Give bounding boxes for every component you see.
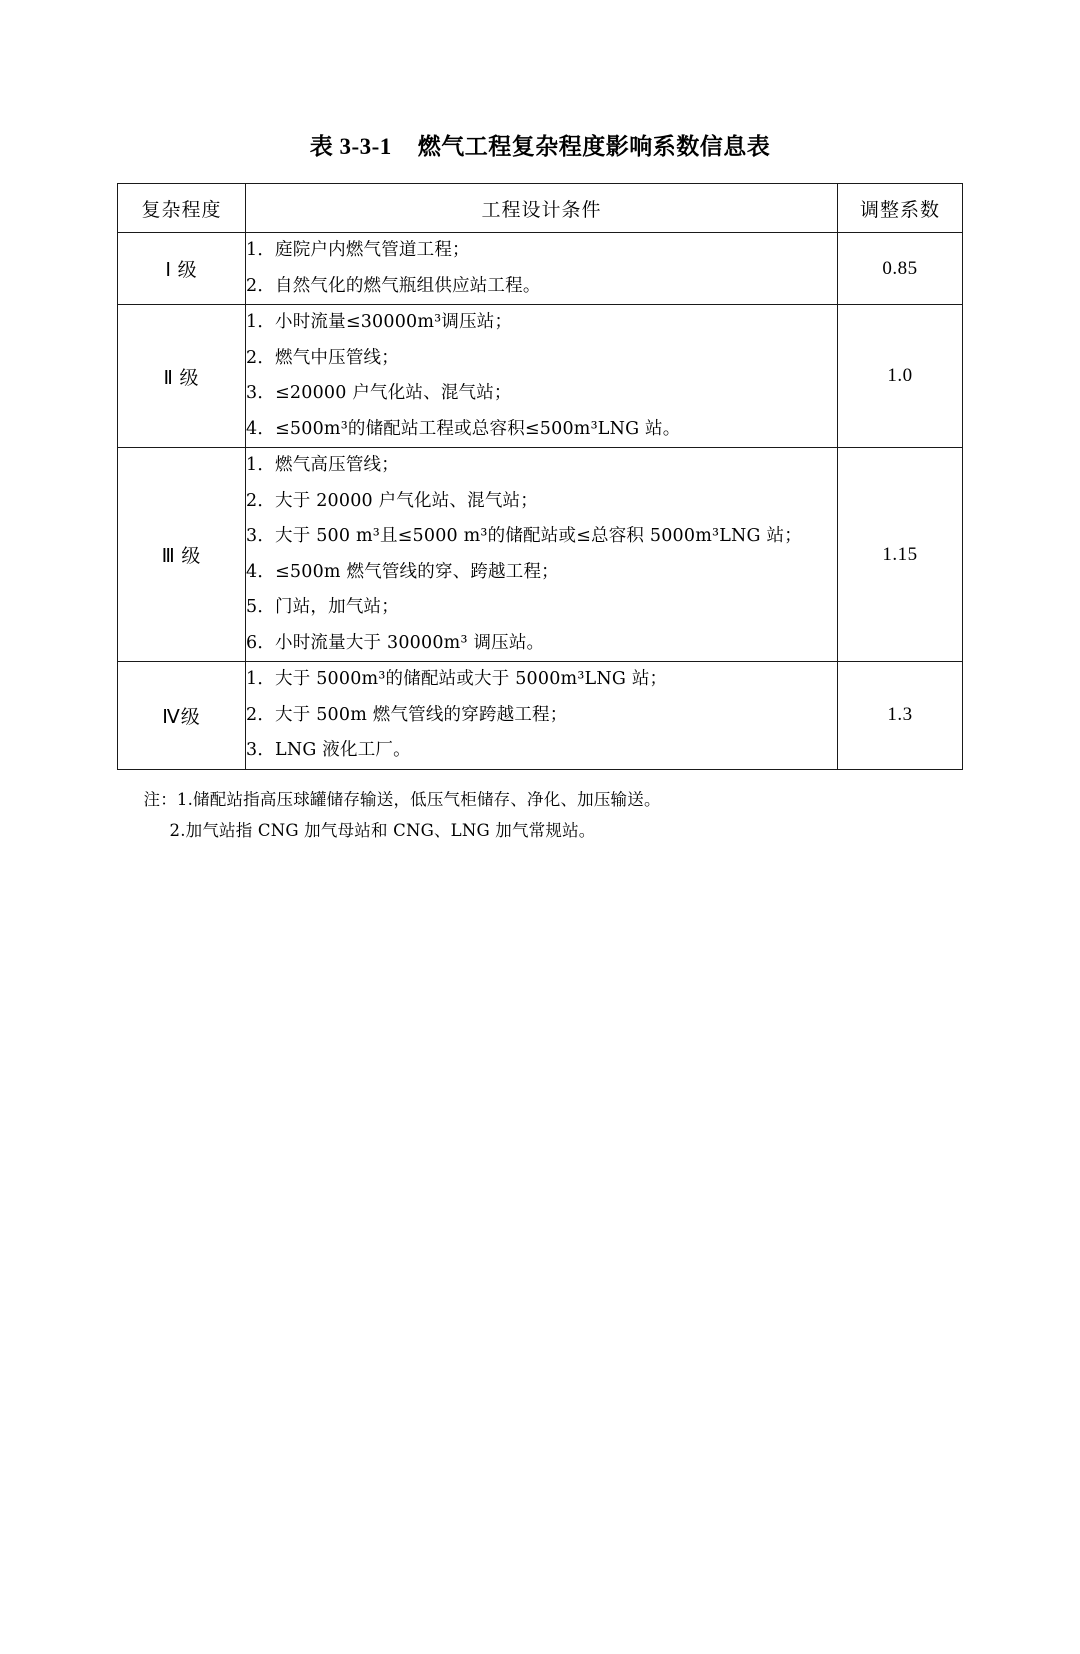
condition-item: 3．大于 500 m³且≤5000 m³的储配站或≤总容积 5000m³LNG 站； (246, 526, 802, 546)
condition-item: 2．大于 500m 燃气管线的穿跨越工程； (246, 704, 568, 725)
condition-item: 2．自然气化的燃气瓶组供应站工程。 (246, 275, 541, 296)
condition-item: 4．≤500m 燃气管线的穿、跨越工程； (246, 561, 559, 582)
condition-item: 3．LNG 液化工厂。 (246, 740, 411, 760)
table-row (118, 233, 963, 305)
document-page (0, 128, 1080, 1654)
header-coefficient: 调整系数 (838, 184, 963, 233)
conditions-cell (246, 662, 838, 770)
condition-item: 1．燃气高压管线； (246, 455, 399, 475)
condition-item: 2．燃气中压管线； (246, 347, 399, 368)
table-header-row (118, 184, 963, 233)
condition-item: 5．门站，加气站； (246, 597, 399, 617)
conditions-cell (246, 305, 838, 448)
coefficient-value: 1.0 (838, 305, 963, 448)
condition-item: 3．≤20000 户气化站、混气站； (246, 383, 512, 403)
note-line-1: 注：1.储配站指高压球罐储存输送，低压气柜储存、净化、加压输送。 (143, 789, 661, 809)
coefficient-table (117, 183, 963, 770)
condition-item: 1．大于 5000m³的储配站或大于 5000m³LNG 站； (246, 669, 668, 689)
header-complexity: 复杂程度 (118, 184, 246, 233)
title-number: 表 3-3-1 (309, 134, 392, 159)
level-label: Ⅰ 级 (118, 233, 246, 305)
page-title (0, 128, 1080, 161)
title-text: 燃气工程复杂程度影响系数信息表 (417, 134, 771, 159)
condition-item: 6．小时流量大于 30000m³ 调压站。 (246, 632, 545, 653)
note-line-2: 2.加气站指 CNG 加气母站和 CNG、LNG 加气常规站。 (169, 820, 596, 840)
condition-item: 4．≤500m³的储配站工程或总容积≤500m³LNG 站。 (246, 418, 681, 439)
condition-item: 1．小时流量≤30000m³调压站； (246, 312, 513, 332)
condition-item: 2．大于 20000 户气化站、混气站； (246, 490, 538, 511)
level-label: Ⅲ 级 (118, 448, 246, 662)
condition-item: 1．庭院户内燃气管道工程； (246, 240, 470, 260)
coefficient-value: 0.85 (838, 233, 963, 305)
level-label: Ⅱ 级 (118, 305, 246, 448)
table-notes (118, 784, 963, 847)
level-label: Ⅳ级 (118, 662, 246, 770)
table-row (118, 662, 963, 770)
coefficient-value: 1.15 (838, 448, 963, 662)
table-row (118, 305, 963, 448)
header-conditions: 工程设计条件 (246, 184, 838, 233)
conditions-cell (246, 233, 838, 305)
conditions-cell (246, 448, 838, 662)
table-row (118, 448, 963, 662)
coefficient-value: 1.3 (838, 662, 963, 770)
